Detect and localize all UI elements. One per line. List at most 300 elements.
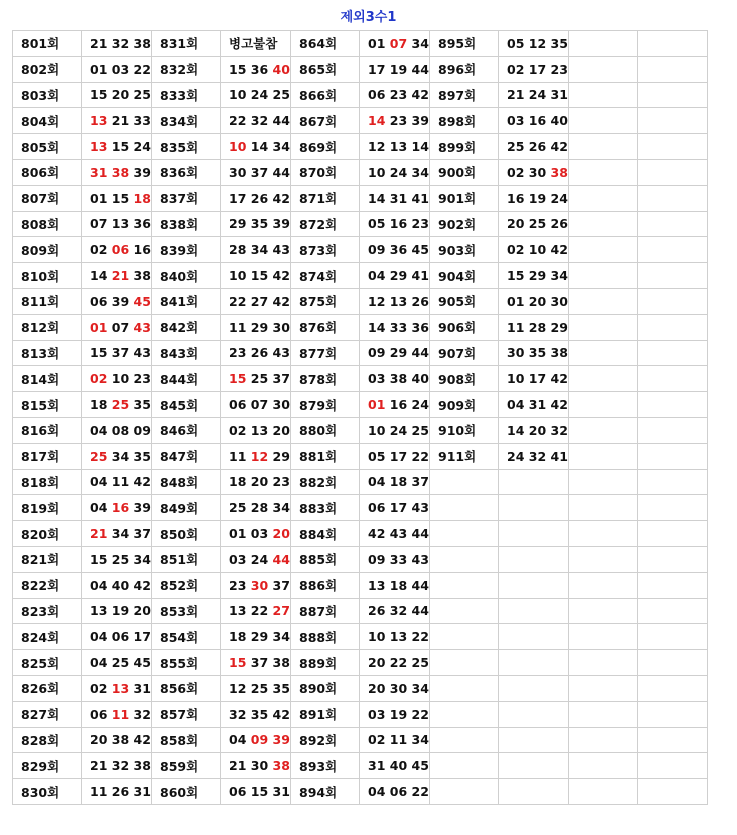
round-cell: 889회 [291, 650, 360, 676]
number: 32 [250, 113, 269, 129]
number: 34 [550, 268, 568, 284]
round-cell [569, 469, 638, 495]
round-cell: 821회 [13, 546, 82, 572]
number: 15 [229, 371, 247, 387]
numbers-cell [638, 546, 708, 572]
numbers-cell [221, 314, 291, 340]
numbers-cell [82, 546, 152, 572]
numbers-cell [499, 108, 569, 134]
number: 42 [550, 242, 568, 258]
round-cell [430, 469, 499, 495]
number: 04 [368, 474, 386, 490]
numbers-cell [221, 417, 291, 443]
number: 40 [411, 371, 429, 387]
number: 09 [368, 345, 386, 361]
numbers-cell [638, 288, 708, 314]
round-cell [569, 727, 638, 753]
number: 04 [368, 268, 386, 284]
number: 26 [368, 603, 386, 619]
number: 36 [389, 242, 408, 258]
number: 38 [550, 164, 568, 180]
round-cell: 873회 [291, 237, 360, 263]
round-cell: 871회 [291, 185, 360, 211]
numbers-cell [82, 598, 152, 624]
number: 39 [133, 500, 151, 516]
round-cell [569, 237, 638, 263]
number: 11 [111, 706, 130, 722]
round-cell [430, 650, 499, 676]
round-cell [569, 546, 638, 572]
round-cell: 839회 [152, 237, 221, 263]
numbers-cell [638, 366, 708, 392]
numbers-cell [360, 211, 430, 237]
table-row [13, 392, 708, 418]
number: 02 [507, 61, 525, 77]
number: 18 [90, 397, 108, 413]
number: 14 [368, 113, 386, 129]
number: 37 [411, 474, 429, 490]
number: 34 [272, 500, 290, 516]
number: 18 [133, 190, 151, 206]
round-cell [569, 366, 638, 392]
number: 10 [368, 164, 386, 180]
numbers-cell [499, 572, 569, 598]
numbers-cell [221, 82, 291, 108]
number: 18 [229, 474, 247, 490]
number: 20 [507, 216, 525, 232]
number: 42 [550, 371, 568, 387]
numbers-cell [221, 753, 291, 779]
round-cell [569, 134, 638, 160]
number: 41 [411, 268, 429, 284]
numbers-cell [82, 134, 152, 160]
table-row [13, 288, 708, 314]
numbers-cell [82, 727, 152, 753]
number: 25 [528, 216, 547, 232]
number: 19 [111, 603, 130, 619]
number: 33 [133, 113, 151, 129]
numbers-cell [499, 31, 569, 57]
round-cell: 891회 [291, 701, 360, 727]
round-cell: 911회 [430, 443, 499, 469]
round-cell [430, 495, 499, 521]
number: 12 [528, 35, 547, 51]
numbers-cell [499, 134, 569, 160]
numbers-cell [360, 31, 430, 57]
numbers-cell [499, 417, 569, 443]
numbers-cell [221, 263, 291, 289]
number: 10 [229, 87, 247, 103]
round-cell [569, 82, 638, 108]
number: 41 [411, 190, 429, 206]
number: 21 [90, 526, 108, 542]
numbers-cell [360, 56, 430, 82]
number: 07 [389, 35, 408, 51]
round-cell: 846회 [152, 417, 221, 443]
round-cell: 903회 [430, 237, 499, 263]
numbers-cell [499, 443, 569, 469]
numbers-cell [221, 211, 291, 237]
number: 01 [90, 190, 108, 206]
round-cell: 899회 [430, 134, 499, 160]
round-cell [569, 572, 638, 598]
numbers-cell [499, 469, 569, 495]
round-cell: 818회 [13, 469, 82, 495]
numbers-cell [360, 675, 430, 701]
number: 43 [272, 242, 290, 258]
numbers-cell [360, 469, 430, 495]
number: 30 [229, 164, 247, 180]
number: 25 [250, 680, 269, 696]
number: 20 [111, 87, 130, 103]
numbers-cell [360, 340, 430, 366]
number: 38 [133, 35, 151, 51]
table-row [13, 675, 708, 701]
numbers-cell [221, 598, 291, 624]
number: 42 [411, 87, 429, 103]
numbers-cell [221, 521, 291, 547]
number: 40 [389, 758, 408, 774]
number: 37 [272, 577, 290, 593]
number: 23 [229, 577, 247, 593]
numbers-cell [499, 727, 569, 753]
number: 29 [550, 319, 568, 335]
numbers-cell [221, 134, 291, 160]
number: 38 [111, 732, 130, 748]
number: 43 [272, 345, 290, 361]
numbers-cell [638, 753, 708, 779]
number: 37 [250, 655, 269, 671]
number: 22 [411, 448, 429, 464]
numbers-cell [82, 56, 152, 82]
number: 21 [111, 268, 130, 284]
numbers-cell [360, 108, 430, 134]
round-cell: 853회 [152, 598, 221, 624]
round-cell: 833회 [152, 82, 221, 108]
numbers-cell [82, 340, 152, 366]
round-cell: 826회 [13, 675, 82, 701]
round-cell: 864회 [291, 31, 360, 57]
number: 23 [133, 371, 151, 387]
number: 11 [389, 732, 408, 748]
round-cell: 835회 [152, 134, 221, 160]
numbers-cell [82, 753, 152, 779]
round-cell [430, 701, 499, 727]
numbers-cell [499, 598, 569, 624]
number: 13 [90, 113, 108, 129]
number: 18 [389, 577, 408, 593]
numbers-cell [499, 237, 569, 263]
number: 11 [90, 784, 108, 799]
round-cell: 854회 [152, 624, 221, 650]
number: 11 [229, 448, 247, 464]
number: 25 [272, 87, 290, 103]
number: 25 [111, 655, 130, 671]
round-cell: 843회 [152, 340, 221, 366]
number: 09 [133, 422, 151, 438]
round-cell: 834회 [152, 108, 221, 134]
number: 13 [389, 139, 408, 155]
number: 39 [272, 216, 290, 232]
round-cell: 825회 [13, 650, 82, 676]
numbers-cell [638, 314, 708, 340]
number: 13 [111, 680, 130, 696]
number: 29 [389, 345, 408, 361]
number: 42 [272, 706, 290, 722]
number: 26 [411, 293, 429, 309]
round-cell: 813회 [13, 340, 82, 366]
round-cell: 805회 [13, 134, 82, 160]
number: 24 [250, 551, 269, 567]
number: 45 [411, 242, 429, 258]
numbers-cell [360, 727, 430, 753]
number: 22 [229, 113, 247, 129]
round-cell [430, 521, 499, 547]
number: 22 [250, 603, 269, 619]
number: 22 [389, 655, 408, 671]
number: 16 [507, 190, 525, 206]
number: 02 [90, 680, 108, 696]
round-cell: 907회 [430, 340, 499, 366]
number: 37 [111, 345, 130, 361]
number: 20 [250, 474, 269, 490]
number: 08 [111, 422, 130, 438]
number: 04 [90, 629, 108, 645]
round-cell: 894회 [291, 779, 360, 805]
number: 29 [528, 268, 547, 284]
number: 22 [229, 293, 247, 309]
round-cell [430, 598, 499, 624]
numbers-cell [638, 340, 708, 366]
numbers-cell [221, 572, 291, 598]
number: 29 [229, 216, 247, 232]
note-text: 병고불참 [229, 36, 278, 52]
number: 31 [133, 680, 151, 696]
number: 35 [250, 706, 269, 722]
numbers-cell [499, 82, 569, 108]
round-cell [569, 753, 638, 779]
number: 27 [272, 603, 290, 619]
number: 24 [389, 164, 408, 180]
number: 32 [111, 35, 130, 51]
table-row [13, 727, 708, 753]
numbers-cell [82, 211, 152, 237]
table-row [13, 546, 708, 572]
number: 05 [368, 216, 386, 232]
number: 32 [111, 758, 130, 774]
number: 31 [368, 758, 386, 774]
number: 20 [90, 732, 108, 748]
number: 43 [389, 526, 408, 542]
numbers-cell [360, 495, 430, 521]
number: 30 [250, 577, 269, 593]
number: 03 [368, 706, 386, 722]
round-cell: 904회 [430, 263, 499, 289]
number: 07 [90, 216, 108, 232]
number: 22 [411, 784, 429, 799]
numbers-cell [82, 417, 152, 443]
number: 12 [368, 293, 386, 309]
number: 17 [368, 61, 386, 77]
round-cell: 822회 [13, 572, 82, 598]
number: 30 [272, 319, 290, 335]
table-row [13, 31, 708, 57]
round-cell: 878회 [291, 366, 360, 392]
round-cell [569, 159, 638, 185]
table-row [13, 56, 708, 82]
number: 21 [111, 113, 130, 129]
numbers-cell [499, 701, 569, 727]
number: 04 [90, 500, 108, 516]
numbers-cell [499, 521, 569, 547]
number: 12 [250, 448, 269, 464]
number: 32 [133, 706, 151, 722]
number: 15 [507, 268, 525, 284]
table-row [13, 314, 708, 340]
number: 34 [250, 242, 269, 258]
table-row [13, 495, 708, 521]
table-row [13, 366, 708, 392]
numbers-cell [638, 185, 708, 211]
number: 21 [90, 758, 108, 774]
number: 25 [111, 397, 130, 413]
number: 45 [133, 293, 151, 309]
number: 40 [550, 113, 568, 129]
numbers-cell [638, 108, 708, 134]
number: 43 [411, 551, 429, 567]
number: 38 [133, 268, 151, 284]
round-cell: 806회 [13, 159, 82, 185]
number: 01 [507, 293, 525, 309]
number: 23 [389, 113, 408, 129]
number: 38 [389, 371, 408, 387]
table-row [13, 82, 708, 108]
number: 44 [411, 577, 429, 593]
round-cell: 824회 [13, 624, 82, 650]
number: 33 [389, 551, 408, 567]
number: 15 [229, 61, 247, 77]
round-cell [430, 546, 499, 572]
numbers-cell [360, 366, 430, 392]
numbers-cell [82, 314, 152, 340]
number: 44 [272, 113, 290, 129]
round-cell [569, 288, 638, 314]
number: 27 [250, 293, 269, 309]
numbers-cell [221, 108, 291, 134]
number: 20 [368, 680, 386, 696]
number: 16 [111, 500, 130, 516]
numbers-cell [221, 340, 291, 366]
number: 07 [111, 319, 130, 335]
numbers-cell [360, 650, 430, 676]
number: 40 [111, 577, 130, 593]
table-row [13, 443, 708, 469]
number: 24 [133, 139, 151, 155]
number: 29 [272, 448, 290, 464]
numbers-cell [360, 598, 430, 624]
round-cell [430, 572, 499, 598]
number: 20 [368, 655, 386, 671]
round-cell: 890회 [291, 675, 360, 701]
number: 19 [389, 706, 408, 722]
number: 14 [90, 268, 108, 284]
round-cell: 858회 [152, 727, 221, 753]
round-cell: 836회 [152, 159, 221, 185]
round-cell: 828회 [13, 727, 82, 753]
number: 31 [550, 87, 568, 103]
table-row [13, 521, 708, 547]
number: 22 [411, 706, 429, 722]
number: 12 [229, 680, 247, 696]
number: 10 [229, 139, 247, 155]
number: 21 [229, 758, 247, 774]
number: 38 [272, 758, 290, 774]
number: 39 [411, 113, 429, 129]
table-row [13, 211, 708, 237]
number: 04 [90, 655, 108, 671]
number: 25 [90, 448, 108, 464]
number: 35 [550, 35, 568, 51]
number: 10 [229, 268, 247, 284]
round-cell [569, 185, 638, 211]
table-row [13, 779, 708, 805]
round-cell [569, 701, 638, 727]
round-cell: 823회 [13, 598, 82, 624]
number: 03 [507, 113, 525, 129]
number: 30 [550, 293, 568, 309]
numbers-cell [221, 185, 291, 211]
round-cell: 849회 [152, 495, 221, 521]
number: 20 [133, 603, 151, 619]
number: 34 [411, 164, 429, 180]
number: 20 [272, 422, 290, 438]
round-cell: 812회 [13, 314, 82, 340]
numbers-cell [82, 82, 152, 108]
number: 40 [272, 61, 290, 77]
number: 01 [368, 397, 386, 413]
number: 10 [368, 629, 386, 645]
numbers-cell [499, 779, 569, 805]
numbers-cell [82, 572, 152, 598]
numbers-cell [221, 159, 291, 185]
number: 25 [507, 139, 525, 155]
round-cell: 819회 [13, 495, 82, 521]
number: 32 [550, 422, 568, 438]
round-cell: 842회 [152, 314, 221, 340]
numbers-cell [82, 237, 152, 263]
round-cell: 867회 [291, 108, 360, 134]
round-cell: 815회 [13, 392, 82, 418]
numbers-cell [360, 185, 430, 211]
number: 44 [411, 603, 429, 619]
number: 25 [250, 371, 269, 387]
round-cell: 893회 [291, 753, 360, 779]
number: 13 [229, 603, 247, 619]
number: 37 [133, 526, 151, 542]
table-row [13, 417, 708, 443]
round-cell [569, 675, 638, 701]
page-title: 제외3수1 [340, 10, 397, 25]
number: 29 [250, 319, 269, 335]
round-cell: 886회 [291, 572, 360, 598]
round-cell: 909회 [430, 392, 499, 418]
round-cell: 900회 [430, 159, 499, 185]
numbers-cell [221, 288, 291, 314]
number: 02 [229, 422, 247, 438]
table-row [13, 159, 708, 185]
number: 06 [229, 784, 247, 799]
round-cell: 810회 [13, 263, 82, 289]
